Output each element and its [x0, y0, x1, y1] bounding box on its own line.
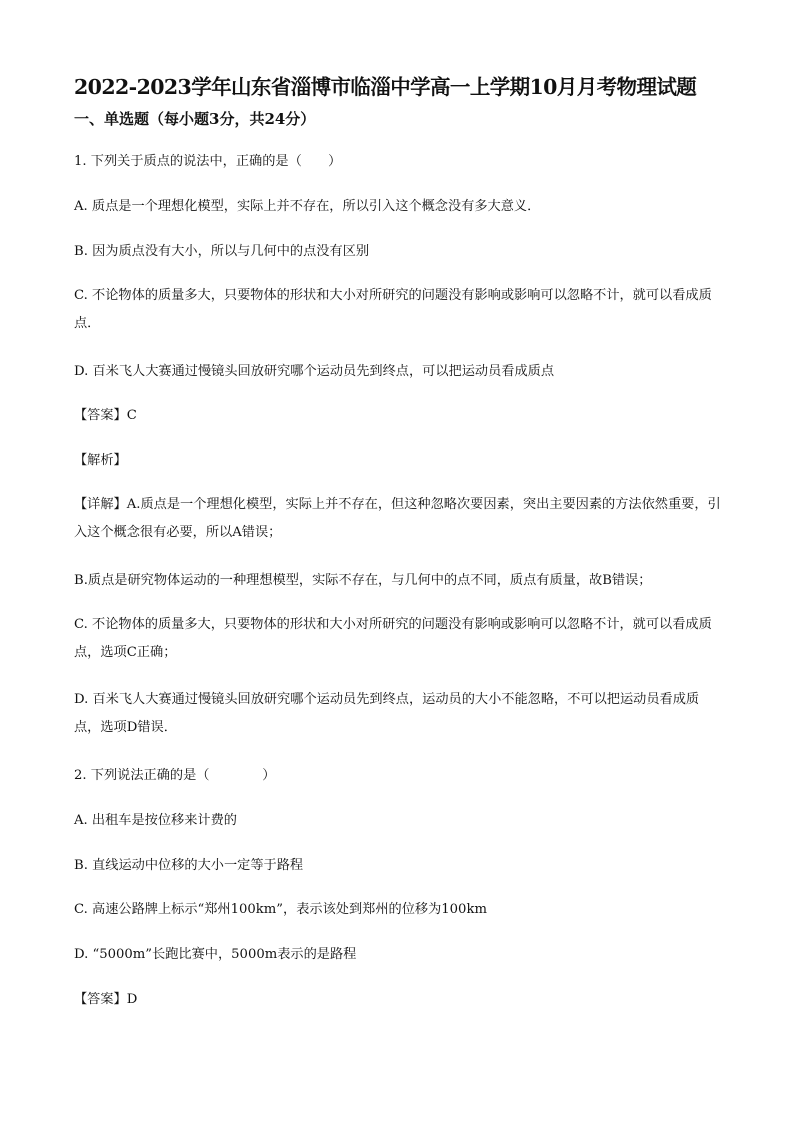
q2-option-d: D. “5000m”长跑比赛中，5000m表示的是路程	[74, 947, 357, 962]
q2-stem: 2. 下列说法正确的是（ ）	[74, 768, 276, 783]
document-title: 2022-2023学年山东省淄博市临淄中学高一上学期10月月考物理试题	[74, 75, 697, 99]
q1-stem: 1. 下列关于质点的说法中，正确的是（ ）	[74, 154, 342, 169]
section-heading: 一、单选题（每小题3分，共24分）	[74, 110, 316, 128]
q2-answer: 【答案】D	[74, 992, 138, 1007]
q1-option-b: B. 因为质点没有大小，所以与几何中的点没有区别	[74, 244, 370, 259]
q1-option-c: C. 不论物体的质量多大，只要物体的形状和大小对所研究的问题没有影响或影响可以忽略不计，就可以看成质点．	[74, 288, 712, 331]
q1-option-d: D. 百米飞人大赛通过慢镜头回放研究哪个运动员先到终点，可以把运动员看成质点	[74, 364, 555, 379]
q1-detail-d: D. 百米飞人大赛通过慢镜头回放研究哪个运动员先到终点，运动员的大小不能忽略，不可以把运动员看成质点，选项D错误．	[74, 692, 700, 735]
q1-answer: 【答案】C	[74, 408, 137, 423]
q1-detail-a: 【详解】A.质点是一个理想化模型，实际上并不存在，但这种忽略次要因素，突出主要因素的方法依然重要，引入这个概念很有必要，所以A错误；	[74, 497, 721, 540]
q2-option-b: B. 直线运动中位移的大小一定等于路程	[74, 858, 304, 873]
q1-detail-c: C. 不论物体的质量多大，只要物体的形状和大小对所研究的问题没有影响或影响可以忽略不计，就可以看成质点，选项C正确；	[74, 617, 712, 660]
q1-analysis-label: 【解析】	[74, 453, 127, 468]
q2-option-a: A. 出租车是按位移来计费的	[74, 813, 237, 828]
q1-option-a: A. 质点是一个理想化模型，实际上并不存在，所以引入这个概念没有多大意义．	[74, 199, 541, 214]
q1-detail-b: B.质点是研究物体运动的一种理想模型，实际不存在，与几何中的点不同，质点有质量，故B错误；	[74, 573, 652, 588]
q2-option-c: C. 高速公路牌上标示“郑州100km”，表示该处到郑州的位移为100km	[74, 902, 487, 917]
